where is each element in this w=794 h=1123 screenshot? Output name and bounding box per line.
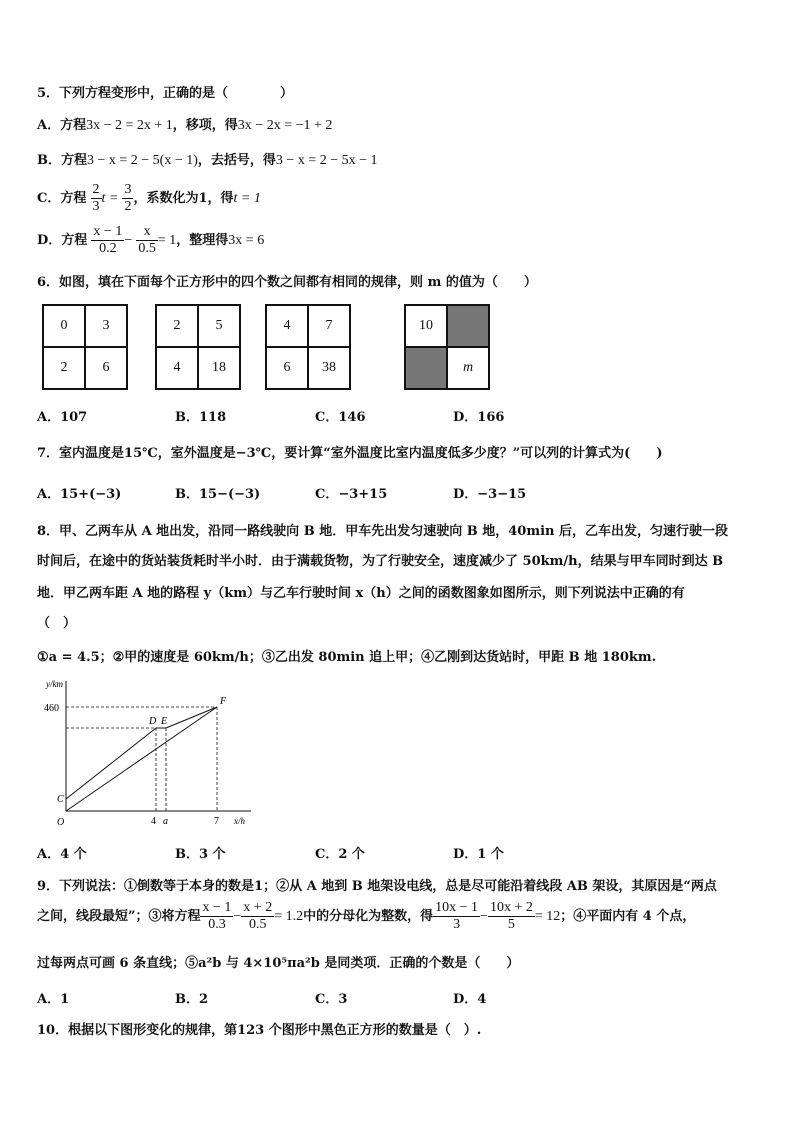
point-c-label: C	[57, 794, 64, 805]
q7-option-a: A．15+(−3)	[37, 487, 122, 502]
number-square-2	[155, 304, 241, 390]
cell: 2	[156, 305, 198, 347]
number-square-1	[42, 304, 128, 390]
point-d-label: D	[149, 716, 157, 727]
cell: 18	[198, 347, 240, 389]
tick-a: a	[163, 816, 168, 827]
cell: 38	[308, 347, 350, 389]
q9-option-c: C．3	[315, 992, 348, 1007]
q7-option-c: C．−3+15	[315, 487, 388, 502]
q6-option-d: D．166	[453, 410, 505, 425]
q8-option-c: C．2 个	[315, 847, 365, 862]
q7-stem: 7．室内温度是15℃，室外温度是−3℃，要计算“室外温度比室内温度低多少度？”可以列的计算式为( )	[37, 446, 663, 461]
cell: 6	[266, 347, 308, 389]
q6-option-c: C．146	[315, 410, 366, 425]
q8-line-1: 8．甲、乙两车从 A 地出发，沿同一路线驶向 B 地．甲车先出发匀速驶向 B 地，40min 后，乙车出发，匀速行驶一段	[37, 524, 729, 539]
q8-line-4: （ ）	[37, 616, 77, 631]
q5-option-c: C．方程 $\frac{2}{3}$ t = $\frac{3}{2}$ ，系数化为1，得t = 1	[37, 182, 261, 214]
q9-line-3: 过每两点可画 6 条直线；⑤a²b 与 4×10⁵πa²b 是同类项．正确的个数是（ ）	[37, 956, 520, 971]
cell: 4	[156, 347, 198, 389]
line-OF	[66, 707, 217, 811]
q8-line-2: 时间后，在途中的货站装货耗时半小时．由于满载货物，为了行驶安全，速度减少了 50km/h，结果与甲车同时到达 B	[37, 554, 724, 569]
tick-7: 7	[214, 816, 219, 827]
q8-option-a: A．4 个	[37, 847, 87, 862]
x-axis-label: x/h	[234, 816, 245, 826]
cell: 6	[85, 347, 127, 389]
line-CD	[66, 728, 156, 799]
cell: 2	[43, 347, 85, 389]
number-square-3	[265, 304, 351, 390]
q6-option-b: B．118	[175, 410, 227, 425]
point-e-label: E	[161, 716, 168, 727]
q5-stem: 5．下列方程变形中，正确的是（ ）	[37, 86, 294, 101]
q9-option-b: B．2	[175, 992, 209, 1007]
q5-option-b: B．方程3 − x = 2 − 5(x − 1)，去括号，得3 − x = 2 − 5x − 1	[37, 153, 378, 168]
q10-stem: 10．根据以下图形变化的规律，第123 个图形中黑色正方形的数量是（ ）.	[37, 1023, 482, 1038]
q9-option-a: A．1	[37, 992, 70, 1007]
cell: 5	[198, 305, 240, 347]
q8-option-d: D．1 个	[453, 847, 504, 862]
number-square-4	[404, 304, 490, 390]
cell-m: m	[447, 347, 489, 389]
q9-option-d: D．4	[453, 992, 487, 1007]
cell: 7	[308, 305, 350, 347]
q8-line-3: 地．甲乙两车距 A 地的路程 y（km）与乙车行驶时间 x（h）之间的函数图象如图所示，则下列说法中正确的有	[37, 586, 685, 601]
q7-option-d: D．−3−15	[453, 487, 527, 502]
q8-statements: ①a = 4.5；②甲的速度是 60km/h；③乙出发 80min 追上甲；④乙刚到达货站时，甲距 B 地 180km.	[37, 650, 657, 665]
q8-option-b: B．3 个	[175, 847, 226, 862]
q9-line-2: 之间，线段最短”；③将方程 $\frac{x - 1}{0.3}$ − $\frac{x + 2}{0.5}$ = 1.2中的分母化为整数，得 $\frac{10x - 1}{3}$ − $\frac{10x + 2}{5}$ = 12；④平面内有 4 个点，	[37, 900, 696, 932]
shaded-cell	[405, 347, 447, 389]
q7-option-b: B．15−(−3)	[175, 487, 261, 502]
point-f-label: F	[220, 696, 227, 707]
origin-label: O	[57, 817, 65, 828]
q9-line-1: 9．下列说法：①倒数等于本身的数是1；②从 A 地到 B 地架设电线，总是尽可能沿着线段 AB 架设，其原因是“两点	[37, 879, 717, 894]
cell: 10	[405, 305, 447, 347]
tick-4: 4	[151, 816, 156, 827]
q6-option-a: A．107	[37, 410, 88, 425]
q5-option-d: D．方程 $\frac{x - 1}{0.2}$ − $\frac{x}{0.5}$ = 1，整理得3x = 6	[37, 224, 265, 256]
q5-option-a: A．方程3x − 2 = 2x + 1，移项，得3x − 2x = −1 + 2	[37, 118, 333, 133]
shaded-cell	[447, 305, 489, 347]
q6-stem: 6．如图，填在下面每个正方形中的四个数之间都有相同的规律，则 m 的值为（ ）	[37, 275, 537, 290]
y-axis-label: y/km	[46, 679, 63, 689]
cell: 3	[85, 305, 127, 347]
cell: 0	[43, 305, 85, 347]
cell: 4	[266, 305, 308, 347]
tick-460: 460	[44, 703, 59, 714]
distance-time-graph	[36, 673, 260, 829]
